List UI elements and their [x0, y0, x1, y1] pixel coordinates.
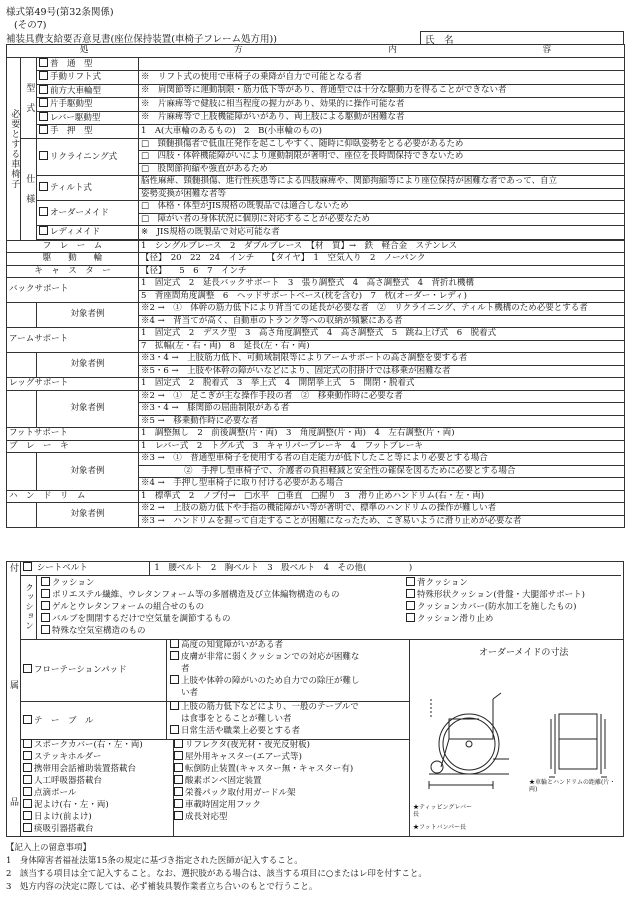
- brake-target: ※3 → ① 普通型車椅子を使用する者の自走能力が低下したこと等により必要とする場合: [139, 453, 625, 466]
- backsupport-target-label: 対象者例: [37, 303, 139, 328]
- legsupport-target-label: 対象者例: [37, 390, 139, 428]
- cushion-option[interactable]: 特殊形状クッション(骨盤・大腿部サポート): [406, 589, 585, 601]
- type-note: [139, 57, 625, 71]
- cushion-option[interactable]: クッション滑り止め: [406, 613, 585, 625]
- table-option[interactable]: テ ー ブ ル: [23, 714, 163, 726]
- cushion-option[interactable]: クッション: [41, 577, 339, 589]
- diagram-label: ★フットバンパー長: [413, 824, 467, 831]
- accessory-item[interactable]: スポークカバー(右・左・両): [23, 739, 173, 751]
- spec-label: 仕 様: [21, 138, 37, 240]
- footsupport-value[interactable]: 1 調整無し 2 前後調整(片・両) 3 角度調整(片・両) 4 左右調整(片・両): [139, 428, 625, 441]
- col-method: 方: [234, 45, 243, 55]
- flotation-option[interactable]: フローテーションパッド: [23, 663, 163, 675]
- spec-note: □ 股関節拘縮や強直があるため: [139, 163, 625, 176]
- legsupport-target: ※2 → ① 足こぎが主な操作手段の者 ② 移乗動作時に必要な者: [139, 390, 625, 403]
- type-note: ※ 片麻痺等で健肢に相当程度の握力があり、効果的に操作可能な者: [139, 98, 625, 112]
- type-row[interactable]: 片手駆動型: [37, 98, 139, 112]
- type-note: 1 A(大車輪のあるもの) 2 B(小車輪のもの): [139, 125, 625, 139]
- wheel-value[interactable]: 【径】 20 22 24 インチ 【タイヤ】 1 空気入り 2 ノーパンク: [139, 253, 625, 266]
- table-note: は食事をとることが難しい者: [181, 714, 292, 724]
- flotation-note: 上肢や体幹の障がいのため自力での除圧が難し: [181, 676, 360, 686]
- type-row[interactable]: 手 押 型: [37, 125, 139, 139]
- flotation-note: い者: [181, 688, 199, 698]
- caster-label: キ ャ ス タ ー: [7, 265, 139, 278]
- seatbelt-row[interactable]: [21, 562, 621, 576]
- type-note: ※ 片麻痺等で上肢機能障がいがあり、両上肢による駆動が困難な者: [139, 111, 625, 125]
- backsupport-target: ※4 → 背当てが高く、自動車のトランク等への収納が頻繁にある者: [139, 315, 625, 328]
- armsupport-options[interactable]: 1 固定式 2 デスク型 3 高さ角度調整式 4 高さ調整式 5 跳ね上げ式 6 脱着式: [139, 328, 625, 341]
- type-row[interactable]: 普 通 型: [37, 57, 139, 71]
- col-content: 容: [542, 45, 552, 55]
- cushion-option[interactable]: 背クッション: [406, 577, 585, 589]
- footsupport-label: フットサポート: [7, 428, 139, 441]
- note-item: 2 該当する項目は全て記入すること。なお、選択肢がある場合は、該当する項目に○またはレ印を付すこと。: [6, 869, 427, 879]
- legsupport-target: ※5 → 移乗動作時に必要な者: [139, 415, 625, 428]
- brake-label: ブ レ ー キ: [7, 440, 139, 453]
- handrim-target: ※3 → ハンドリムを握って自走することが困難になったため、こぎ易いように滑り止めが必要な者: [139, 515, 625, 528]
- flotation-note: 者: [181, 664, 190, 674]
- cushion-option[interactable]: バルブを開閉するだけで空気量を調節するもの: [41, 613, 339, 625]
- cushion-label: クッション: [21, 575, 37, 639]
- spec-note: □ 頸髄損傷者で低血圧発作を起こしやすく、随時に仰臥姿勢をとる必要があるため: [139, 138, 625, 151]
- accessory-item[interactable]: 車載時固定用フック: [174, 799, 404, 811]
- armsupport-target: ※3・4 → 上肢筋力低下、可動域制限等によりアームサポートの高さ調整を要する者: [139, 353, 625, 366]
- notes-section: [6, 842, 427, 894]
- accessory-item[interactable]: 栄養パック取付用ガードル架: [174, 787, 404, 799]
- spec-row[interactable]: ティルト式: [37, 176, 139, 201]
- brake-target: ※4 → 手押し型車椅子に取り付ける必要がある場合: [139, 478, 625, 491]
- handrim-label: ハ ン ド リ ム: [7, 490, 139, 503]
- accessory-items: [21, 739, 410, 837]
- spec-note: 姿勢変換が困難な者等: [139, 188, 625, 201]
- backsupport-target: ※2 → ① 体幹の筋力低下により背当ての延長が必要な者 ② リクライニング、ティルト機構のため必要とする者: [139, 303, 625, 316]
- accessory-item[interactable]: リフレクタ(夜光材・夜光反射板): [174, 739, 404, 751]
- spec-row[interactable]: オーダーメイド: [37, 201, 139, 226]
- col-treat: 処: [79, 45, 89, 55]
- flotation-note: 高度の知覚障がいがある者: [181, 640, 284, 650]
- cushion-option[interactable]: ポリエステル繊維、ウレタンフォーム等の多層構造及び立体編物構造のもの: [41, 589, 339, 601]
- type-row[interactable]: 前方大車輪型: [37, 84, 139, 98]
- spec-row[interactable]: リクライニング式: [37, 138, 139, 176]
- diagram-label: ★ティッピングレバー長: [413, 804, 472, 818]
- seatbelt-label: シートベルト: [36, 563, 88, 573]
- accessory-item[interactable]: 転倒防止装置(キャスター無・キャスター有): [174, 763, 404, 775]
- accessory-item[interactable]: 成長対応型: [174, 811, 404, 823]
- diagram-label: ★車輪とハンドリムの距離(片・両): [529, 779, 616, 793]
- brake-target: ② 手押し型車椅子で、介護者の負担軽減と安全性の確保を図るために必要とする場合: [139, 465, 625, 478]
- handrim-target-label: 対象者例: [37, 503, 139, 528]
- type-note: ※ 肩関節等に運動制限・筋力低下等があり、普通型では十分な駆動力を得ることができない者: [139, 84, 625, 98]
- accessory-item[interactable]: 酸素ボンベ固定装置: [174, 775, 404, 787]
- armsupport-target: ※5・6 → 上肢や体幹の障がいなどにより、固定式の肘掛けでは移乗が困難な者: [139, 365, 625, 378]
- handrim-value[interactable]: 1 標準式 2 ノブ付→ □水平 □垂直 □握り 3 滑り止めハンドリム(右・左・両): [139, 490, 625, 503]
- form-sub-number: (その7): [14, 20, 47, 31]
- backsupport-options[interactable]: 5 背座間角度調整 6 ヘッドサポートベース(枕を含む) 7 枕(オーダー・レディ): [139, 290, 625, 303]
- spec-note: ※ JIS規格の既製品で対応可能な者: [139, 226, 625, 240]
- accessory-item[interactable]: 携帯用会話補助装置搭載台: [23, 763, 173, 775]
- required-wheelchair-label: 必要とする車椅子: [7, 57, 21, 240]
- legsupport-options[interactable]: 1 固定式 2 脱着式 3 挙上式 4 開閉挙上式 5 開閉・脱着式: [139, 378, 625, 391]
- wheel-label: 駆 動 輪: [7, 253, 139, 266]
- cushion-option[interactable]: クッションカバー(防水加工を施したもの): [406, 601, 585, 613]
- type-row[interactable]: レバー駆動型: [37, 111, 139, 125]
- notes-heading: 【記入上の留意事項】: [6, 843, 92, 853]
- type-row[interactable]: 手動リフト式: [37, 71, 139, 85]
- accessory-item[interactable]: ステッキホルダー: [23, 751, 173, 763]
- col-inner: 内: [388, 45, 397, 55]
- cushion-option[interactable]: ゲルとウレタンフォームの組合せのもの: [41, 601, 339, 613]
- main-form-table: [6, 44, 625, 528]
- type-note: ※ リフト式の使用で車椅子の乗降が自力で可能となる者: [139, 71, 625, 85]
- spec-note: 脳性麻痺、頸髄損傷、進行性疾患等による四肢麻痺や、関節拘縮等により座位保持が困難な者であって、自立: [139, 176, 625, 189]
- accessory-item[interactable]: 点滴ポール: [23, 787, 173, 799]
- table-note: 日常生活や職業上必要とする者: [181, 726, 301, 736]
- handrim-target: ※2 → 上肢の筋力低下や手指の機能障がい等が著明で、標準のハンドリムの操作が難しい者: [139, 503, 625, 516]
- backsupport-label: バックサポート: [7, 278, 139, 303]
- cushion-block: [21, 575, 623, 640]
- legsupport-target: ※3・4 → 膝関節の屈曲制限がある者: [139, 403, 625, 416]
- accessories-label: 付 属 品: [7, 562, 21, 836]
- accessory-item[interactable]: 屋外用キャスター(エアー式等): [174, 751, 404, 763]
- spec-note: □ 体格・体型がJIS規格の既製品では適合しないため: [139, 201, 625, 214]
- brake-target-label: 対象者例: [37, 453, 139, 491]
- armsupport-options[interactable]: 7 拡幅(左・右・両) 8 延長(左・右・両): [139, 340, 625, 353]
- accessory-item[interactable]: 痰吸引器搭載台: [23, 823, 173, 835]
- cushion-option[interactable]: 特殊な空気室構造のもの: [41, 625, 339, 637]
- seatbelt-value: 1 腰ベルト 2 胸ベルト 3 股ベルト 4 その他( ): [149, 562, 630, 575]
- spec-note: □ 四肢・体幹機能障がいにより運動制限が著明で、座位を長時間保持できないため: [139, 151, 625, 164]
- name-label: 氏 名: [425, 35, 454, 46]
- accessory-item[interactable]: 日よけ(前よけ): [23, 811, 173, 823]
- flotation-note: 皮膚が非常に弱くクッションでの対応が困難な: [181, 652, 360, 662]
- accessory-item[interactable]: 泥よけ(右・左・両): [23, 799, 173, 811]
- type-label: 型 式: [21, 57, 37, 138]
- brake-value[interactable]: 1 レバー式 2 トグル式 3 キャリパーブレーキ 4 フットブレーキ: [139, 440, 625, 453]
- accessory-item[interactable]: 人工呼吸器搭載台: [23, 775, 173, 787]
- caster-value[interactable]: 【径】 5 6 7 インチ: [139, 265, 625, 278]
- note-item: 3 処方内容の決定に際しては、必ず補装具製作業者立ち合いのもとで行うこと。: [6, 882, 318, 892]
- name-field[interactable]: [420, 31, 624, 45]
- armsupport-target-label: 対象者例: [37, 353, 139, 378]
- frame-value[interactable]: 1 シングルブレース 2 ダブルブレース 【材 質】→ 鉄 軽合金 ステンレス: [139, 240, 625, 253]
- table-block: [21, 701, 410, 740]
- spec-note: □ 障がい者の身体状況に個別に対応することが必要なため: [139, 213, 625, 226]
- diagram-title: オーダーメイドの寸法: [479, 648, 569, 658]
- legsupport-label: レッグサポート: [7, 378, 139, 391]
- ordermade-dimension-diagram: [409, 639, 621, 836]
- form-title: 補装具費支給要否意見書(座位保持装置(車椅子フレーム処方用)): [6, 34, 277, 45]
- note-item: 1 身体障害者福祉法第15条の規定に基づき指定された医師が記入すること。: [6, 856, 303, 866]
- flotation-block: [21, 639, 410, 702]
- frame-label: フ レ ー ム: [7, 240, 139, 253]
- column-header-row: [7, 45, 625, 58]
- backsupport-options[interactable]: 1 固定式 2 延長バックサポート 3 張り調整式 4 高さ調整式 4 背折れ機構: [139, 278, 625, 291]
- armsupport-label: アームサポート: [7, 328, 139, 353]
- accessories-section: [6, 561, 624, 837]
- table-note: 上肢の筋力低下などにより、一般のテーブルで: [181, 702, 359, 712]
- spec-row[interactable]: レディメイド: [37, 226, 139, 240]
- form-number: 様式第49号(第32条関係): [6, 7, 114, 18]
